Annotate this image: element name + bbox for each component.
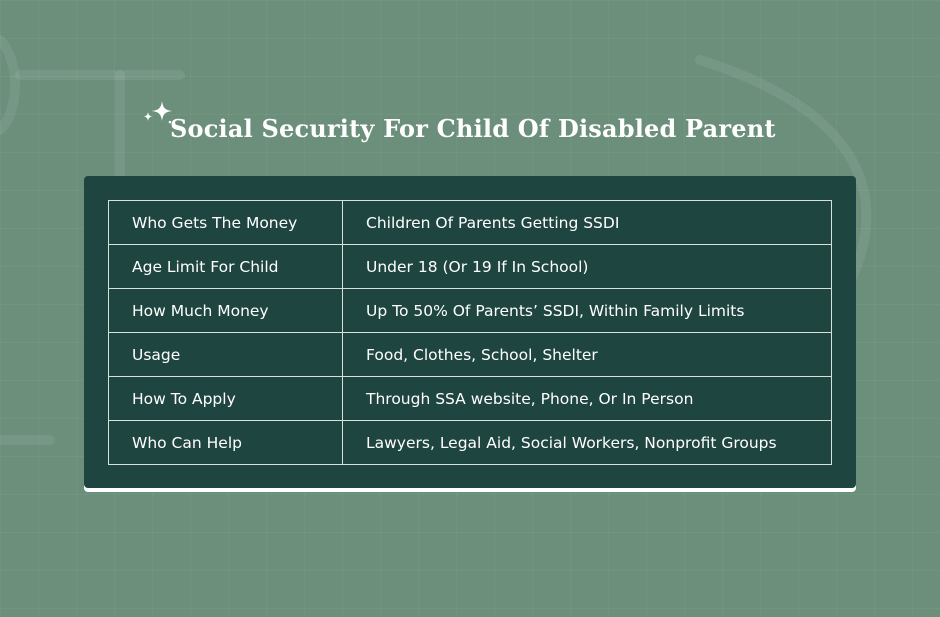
table-row xyxy=(109,201,832,245)
row-label: Age Limit For Child xyxy=(109,245,343,289)
info-card xyxy=(84,176,856,488)
row-label: Who Gets The Money xyxy=(109,201,343,245)
table-row xyxy=(109,245,832,289)
row-label: Who Can Help xyxy=(109,421,343,465)
info-table xyxy=(108,200,832,465)
row-label: How To Apply xyxy=(109,377,343,421)
table-row xyxy=(109,289,832,333)
sparkle-icon xyxy=(140,100,174,126)
row-label: Usage xyxy=(109,333,343,377)
row-value: Lawyers, Legal Aid, Social Workers, Nonprofit Groups xyxy=(343,421,832,465)
row-value: Under 18 (Or 19 If In School) xyxy=(343,245,832,289)
table-row xyxy=(109,377,832,421)
table-row xyxy=(109,333,832,377)
row-value: Up To 50% Of Parents’ SSDI, Within Family Limits xyxy=(343,289,832,333)
row-value: Through SSA website, Phone, Or In Person xyxy=(343,377,832,421)
table-row xyxy=(109,421,832,465)
row-label: How Much Money xyxy=(109,289,343,333)
row-value: Children Of Parents Getting SSDI xyxy=(343,201,832,245)
row-value: Food, Clothes, School, Shelter xyxy=(343,333,832,377)
page-title: Social Security For Child Of Disabled Parent xyxy=(170,114,776,143)
